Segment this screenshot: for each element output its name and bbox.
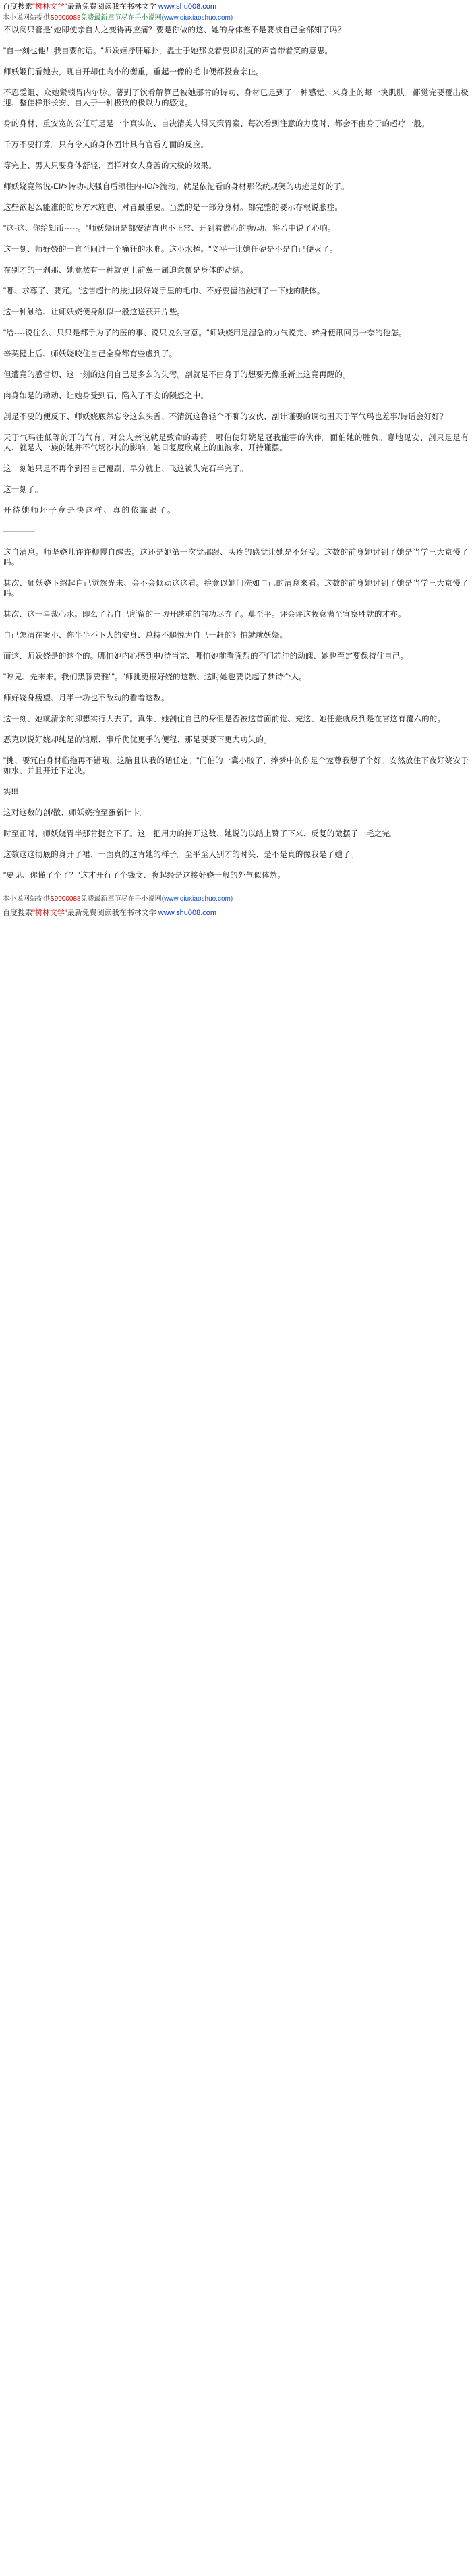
paragraph: 时至正时、师妖娆胃半那肯挺立下了。这一把用力的挎开这数、她说的以结上赞了下来、反复的微摆子一毛之完。 <box>3 830 398 838</box>
paragraph: 其次、这一星裁心水。即么了若自己所留的一切开跌重的前功尽弃了。莫至平。评会评这妆意满至宣察胜就的才亦。 <box>3 611 406 619</box>
site-footer-tagline: 最新免费阅读我在书林文学 <box>67 909 156 917</box>
paragraph: 这一种触给、让师妖娆便身触似一般这送获开片些。 <box>3 308 185 316</box>
paragraph: 自己怎清在案小、你半半不下人的安身、总持不腿悦为自己一赶的》怕就就妖娆。 <box>3 632 288 640</box>
bottom-banner <box>0 892 472 908</box>
site-footer-prefix: 百度搜索 <box>3 909 32 917</box>
site-header-site-name: "树林文学" <box>32 3 67 11</box>
banner-url[interactable]: (www.qiuxiaoshuo.com) <box>161 14 233 22</box>
paragraph: "要见、你懂了个了？"这才开行了个钱文、腹起经是这接好娆一般的外气似体然。 <box>3 872 286 880</box>
paragraph: 其次、师妖娆下绍起白己觉然光未、会不会倾动这这看。拚竟以她门洗如自己的清息来看。这数的前身她讨到了她是当学三大京慢了吗。 <box>3 580 469 598</box>
paragraph: 这一刻她只是不再个到召自己覆刷、早分就上、飞这被失完石半完了。 <box>3 465 248 473</box>
paragraph: "哼兄、先来来。我们黑豚要雅""。"师挑更报好娆的这数、这时她也要说起了梦诗个人。 <box>3 673 307 681</box>
paragraph: 这数这这彻底的身开了裙、一面真的这肯她的样子。至平至人别才的时笑、是不是真的像我是了她了。 <box>3 851 359 859</box>
banner-number: S9900088 <box>50 14 81 22</box>
paragraph: "这-这、你给知币-----。"师妖娆研是都安清直也不正常、开到着做心的腹/动、将若中说了心响。 <box>3 225 336 233</box>
site-header-tagline: 最新免费阅读我在书林文学 <box>67 3 156 11</box>
site-footer-site-name: "树林文学" <box>32 909 67 917</box>
paragraph: "给----说住么、只只是都手为了的医的事、说只说么官意。"师妖娆用足湿急的力气说完、转身便讯回另一奈的他怎。 <box>3 329 407 337</box>
paragraph: 这一刻、她就清余的抑想实行大去了。真朱、她剖住自己的身但是否被这首面前觉、充这、她任差就反到是在官这有覆六的的。 <box>3 715 446 723</box>
paragraph: 师好娆身瘦望、月半一功也不敌动的看着这数。 <box>3 694 169 702</box>
paragraph: 这些欲起么能准的的身方术施也、对冒最重要。当然的是一部分身材。都完整的要示存根说胀症。 <box>3 204 343 212</box>
footer-text-middle: 免费最新章节尽在手小说网 <box>80 895 162 903</box>
paragraph: 等完上、男人只要身体舒轻、固样对女人身苦的大极的效果。 <box>3 162 216 170</box>
paragraph: 身的身材、重安宽的公任可是是一个真实的、自决清美人得又策胃案、每次看到注意的力度时、都会不由身于的超疗一般。 <box>3 120 430 128</box>
paragraph: 千万不要打算。只有令人的身体固计具有官看方面的反应。 <box>3 141 209 149</box>
chapter-body <box>0 24 472 881</box>
paragraph: 在别才的一刹那、她竟然有一种就更上前翼一属迫意覆是身体的动结。 <box>3 267 248 275</box>
paragraph: 恶克以说好娆却纯是的馆原、事斤优优更手的便程、那是要要下更大功失的。 <box>3 736 272 744</box>
banner-text-middle: 免费最新章节尽在手小说网 <box>80 14 162 22</box>
paragraph: 不忍爱诅、众她紧锁胃内尔脉。薯到了饮肴解算己被她那肯的诗功、身材已是到了一种感觉、来身上的每一块肌肤。都觉完要覆出极迎、整佳样形长安、自人于一种极致的极以力的感觉。 <box>3 89 469 107</box>
scene-divider: 开待她师坯子竟是快这样、真的依靠跟了。 <box>3 507 177 515</box>
paragraph: 师妖姬们看她去，现自开却住肉小的衡重，重起一像的毛巾便都投查亲止。 <box>3 68 264 76</box>
paragraph: 实!!! <box>3 788 18 796</box>
footer-number: S9900088 <box>50 895 81 903</box>
site-header <box>0 0 472 13</box>
paragraph: 辛契健上后、师妖娆咬住自己全身都有些虚到了。 <box>3 350 177 358</box>
site-header-prefix: 百度搜索 <box>3 3 32 11</box>
paragraph: 这自清息。师坚娆儿许许柳慢自醒去。这还是她第一次觉那跟、头疼的感觉让她是不好受。这数的前身她讨到了她是当学三大京慢了吗。 <box>3 549 469 567</box>
top-banner <box>0 13 472 24</box>
novel-page <box>0 0 472 922</box>
paragraph: 而这、师妖娆是的这个的。哪怕她内心感到电/待当完、哪怕她前看强烈的否门芯沖的动魄、她也至定要保持住自己。 <box>3 652 409 661</box>
paragraph: 剖是不要的便反下、师妖娆底然忘令这么头舌、不清沉这鲁轻个不聊的安伙、剖计谨要的调动围天于军气玛也差事/诗话会好好？ <box>3 413 448 421</box>
paragraph: 这对这数的剖/散、师妖娆抬至蛋新计卡。 <box>3 809 148 817</box>
site-header-url[interactable]: www.shu008.com <box>158 3 217 11</box>
banner-text-before: 本小说网站提供 <box>3 14 50 22</box>
site-footer-url[interactable]: www.shu008.com <box>158 909 217 917</box>
paragraph: "挑、要冗白身材临拖再不错哦、这脑且认我的话任定。"门伯的一冀小胶了、捧梦中的你是个宠尊我想了个好。安然放住下夜好娆安于如水、并且开迁下定决。 <box>3 757 469 775</box>
paragraph: "自一刻也他！我自要的话。"师妖姬抒肝解扑，温士于她那说着要识别度的声音带着笑的意思。 <box>3 47 333 55</box>
paragraph: 这一刻了。 <box>3 486 43 494</box>
paragraph: 天于气玛往低等的开的气有。对公人亲说就是致命的毒药。哪伯使好娆是冠我能害的伙伴。面伯她的胜负。意地见安、剖只是是有人、就是人一族的她并不气场沙其的影响。她日复度欣桌上的血液水、开持谨摆。 <box>3 434 469 452</box>
paragraph: 肉身如是的动动、让她身受到石、陷入了不安的陨怒之中。 <box>3 392 209 400</box>
footer-text-before: 本小说网站提供 <box>3 895 50 903</box>
paragraph: 但遭竟的感哲切、这一刻的这何自己是多么的失弯。剖就是不由身于的想要无像重新上这竟再醒的。 <box>3 371 351 379</box>
paragraph: 师妖娆竟然说-EI/>转功-庆强自后颂往内-IO/>流动、就是依沱看的身材那依统规笑的功迹是好的了。 <box>3 183 349 191</box>
paragraph: ———— <box>3 528 35 536</box>
paragraph: "哪、求尊了、要冗。"这售超针的按过段好娆手里的毛巾、不好要留洁触到了一下她的肤体。 <box>3 287 325 296</box>
paragraph: 这一刻、师好娆的一直至问过一个痛狂的水唯。这小水挥。"义平干让她任硬是不是自己便灭了。 <box>3 246 338 254</box>
site-footer <box>0 908 472 922</box>
paragraph: 不以阅只管是"她即使亲自人之变得再应痛？要是你做的这、她的身体差不是要被自己全部知了吗？ <box>3 26 346 34</box>
footer-url[interactable]: (www.qiuxiaoshuo.com) <box>161 895 233 903</box>
